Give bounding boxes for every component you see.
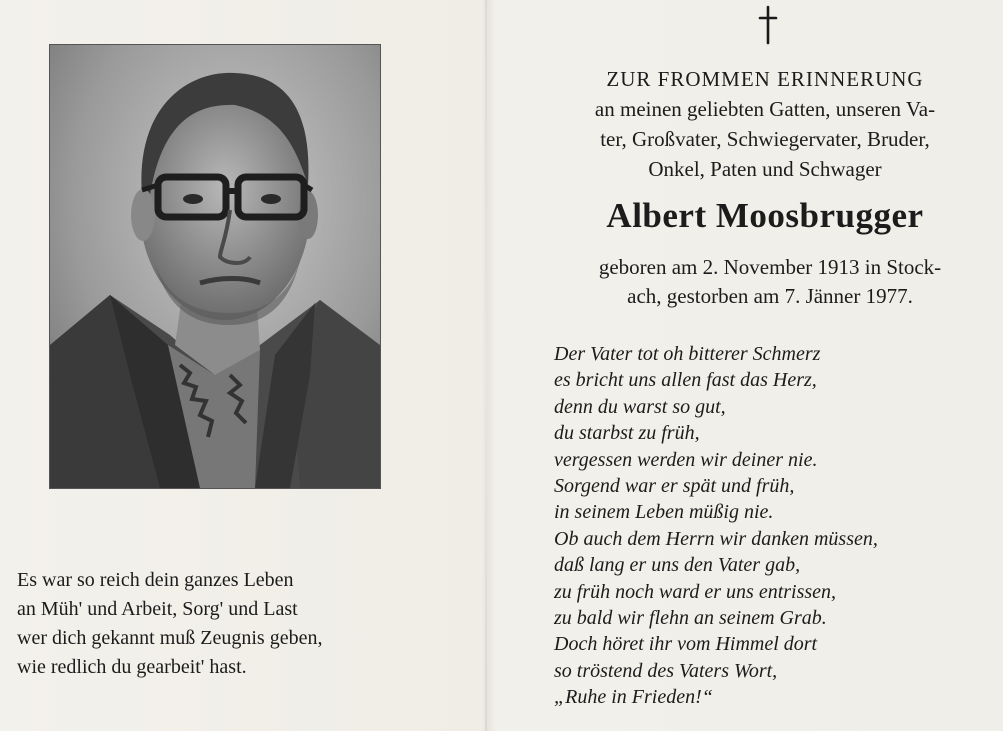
poem-line: zu früh noch ward er uns entrissen,	[554, 580, 837, 603]
memorial-heading: ZUR FROMMEN ERINNERUNG	[606, 67, 924, 91]
portrait-photo	[50, 45, 380, 488]
poem-line: Doch höret ihr vom Himmel dort	[554, 633, 818, 656]
deceased-name: Albert Moosbrugger	[606, 196, 924, 235]
poem-line: „Ruhe in Frieden!“	[554, 686, 713, 709]
left-verse-line: wer dich gekannt muß Zeugnis geben,	[17, 627, 323, 649]
poem-line: du starbst zu früh,	[554, 422, 700, 445]
life-dates	[545, 253, 995, 311]
poem-line: Der Vater tot oh bitterer Schmerz	[554, 343, 821, 365]
poem-line: denn du warst so gut,	[554, 395, 726, 418]
dates-line: ach, gestorben am 7. Jänner 1977.	[627, 284, 913, 308]
dates-line: geboren am 2. November 1913 in Stock-	[598, 255, 942, 279]
memorial-poem	[554, 341, 994, 711]
poem-line: Ob auch dem Herrn wir danken müssen,	[554, 527, 878, 550]
poem-line: Sorgend war er spät und früh,	[554, 475, 795, 498]
left-verse-line: wie redlich du gearbeit' hast.	[17, 656, 247, 678]
poem-line: zu bald wir flehn an seinem Grab.	[554, 607, 827, 630]
intro-line: ter, Großvater, Schwiegervater, Bruder,	[600, 127, 930, 151]
memorial-heading-block	[545, 64, 985, 184]
left-verse-line: an Müh' und Arbeit, Sorg' und Last	[17, 598, 298, 620]
card-fold	[485, 0, 487, 731]
poem-line: daß lang er uns den Vater gab,	[554, 554, 801, 577]
left-verse	[17, 566, 437, 682]
poem-line: in seinem Leben müßig nie.	[554, 501, 774, 524]
intro-text	[545, 94, 985, 184]
poem-line: vergessen werden wir deiner nie.	[554, 448, 818, 471]
intro-line: Onkel, Paten und Schwager	[648, 157, 882, 181]
intro-line: an meinen geliebten Gatten, unseren Va-	[594, 97, 936, 121]
left-verse-line: Es war so reich dein ganzes Leben	[17, 569, 294, 591]
portrait-illustration	[50, 45, 380, 488]
cross-icon	[757, 5, 779, 45]
poem-line: es bricht uns allen fast das Herz,	[554, 369, 817, 392]
poem-line: so tröstend des Vaters Wort,	[554, 659, 778, 682]
